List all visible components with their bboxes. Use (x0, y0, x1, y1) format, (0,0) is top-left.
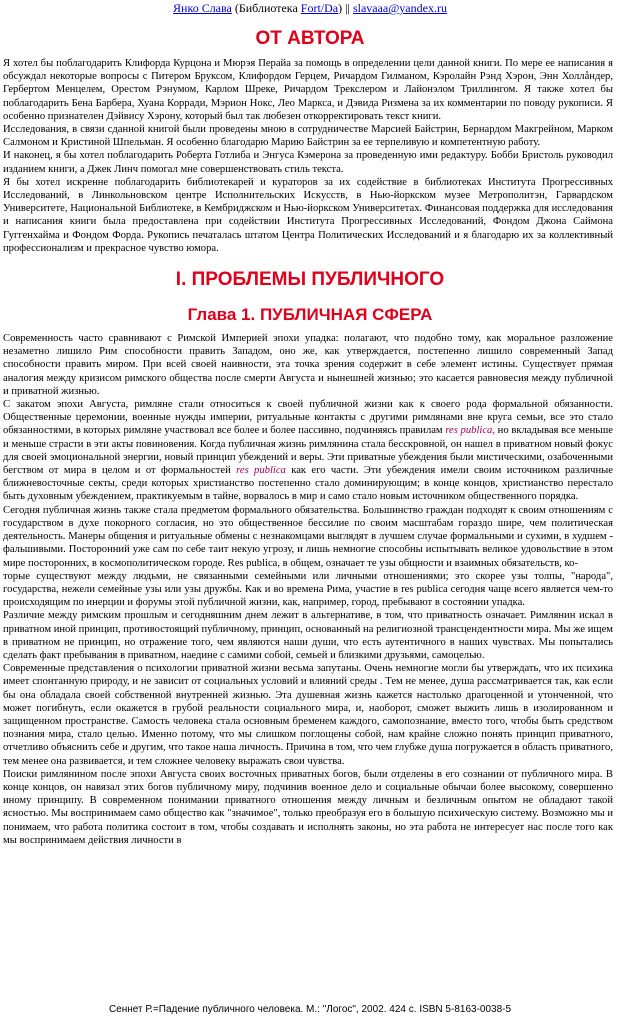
page-footer-citation: Сеннет Р.=Падение публичного человека. М.: "Логос", 2002. 424 с. ISBN 5-8163-0038-5 (108, 1004, 512, 1015)
chapter-paragraph: Современность часто сравнивают с Римской Империей эпохи упадка: полагают, что подобно тому, как моральное разложение незаметно лишило Рим способности править Западом, оно же, как утверждается, постепенно лишило современный Запад способности править миром. При всей своей наивности, эта точка зрения содержит в себе элемент истины. Существует прямая аналогия между кризисом римского общества после смерти Августа и нынешней жизнью; это касается равновесия между публичной и приватной жизнью. (3, 333, 613, 397)
author-paragraph: Я бы хотел искренне поблагодарить библиотекарей и кураторов за их содействие в библиотеках Института Прогрессивных Исследований, в Линкольновском центре Исполнительских Искусств, в Нью-йоркском музее Метрополитэн, Гарвардском Университете, Национальной Библиотеке, в Кембриджском и Нью-йоркском Университетах. Финансовая поддержка для исследования и написания книги была предоставлена при содействии Института Прогрессивных Исследований, Фондом Джона Саймона Гуггенхайма и Фондом Форда. Рукопись печаталась штатом Центра Политических Исследований и я благодарю их за коллективный профессионализм и прекрасное чувство юмора. (3, 176, 613, 254)
site-header (0, 0, 620, 15)
author-paragraph: Исследования, в связи сданной книгой были проведены мною в сотрудничестве Марсией Байстрин, Бернардом Макгрейном, Марком Салмоном и Кристиной Шпельман. Я особенно благодарю Марию Байстрин за ее терпеливую и компетентную работу. (3, 124, 613, 149)
author-section-title: ОТ АВТОРА (255, 28, 365, 49)
author-paragraph: И наконец, я бы хотел поблагодарить Роберта Готлиба и Энгуса Кэмерона за проведенную ими редактуру. Бобби Бристоль руководил изданием книги, а Джек Линч помогал мне совершенствовать стиль текста. (3, 150, 613, 175)
chapter-paragraph: торые существуют между людьми, не связанными семейными или личными отношениями; это скорее узы толпы, "народа", государства, нежели семейные узы или узы дружбы. Как и во времена Рима, участие в res publica сегодня чаще всего является чем-то происходящим по инерции и форумы этой публичной жизни, как, например, город, пребывают в состоянии упадка. (3, 570, 613, 609)
library-suffix: ) || (338, 1, 353, 15)
author-link[interactable]: Янко Слава (173, 1, 232, 15)
chapter-paragraph (3, 398, 613, 504)
chapter-body (0, 332, 620, 847)
email-link[interactable]: slavaaa@yandex.ru (352, 1, 447, 15)
library-link[interactable]: Fort/Da (300, 1, 339, 15)
text-run: С закатом эпохи Августа, римляне стали относиться к своей публичной жизни как к своего рода формальной обязанности. Общественные церемонии, военные нужды империи, ритуальные контакты с другими римлянами вне круга семьи, все это стало обязанностями, в которых римляне участвовал все более и более пассивно, подчиняясь правилам (3, 399, 613, 437)
author-section-body (0, 57, 620, 255)
latin-term: res publica (236, 465, 286, 477)
chapter-paragraph: Сегодня публичная жизнь также стала предметом формального обязательства. Большинство граждан подходят к своим отношениям с государством в духе покорного согласия, но это общественное бессилие по своим масштабам гораздо шире, чем политическая деятельность. Манеры общения и ритуальные обмены с незнакомцами выглядят в лучшем случае формальными и сухими, в худшем - фальшивыми. Посторонний уже сам по себе таит некую угрозу, и лишь немногие способны испытывать великое удовольствие в этом мире посторонних, в космополитическом городе. Res publica, в общем, означает те узы общности и взаимных обязательств, ко- (3, 504, 613, 569)
chapter-paragraph: Различие между римским прошлым и сегодняшним днем лежит в альтернативе, в том, что приватность означает. Римлянин искал в приватном иной принцип, противостоящий публичному, принцип, основанный на религиозной трансцендентности мира. Мы же ищем в приватном не принцип, но отражение того, чем являются наши души, что есть аутентичного в наших чувствах. Мы попытались сделать факт пребывания в приватном, наедине с самими собой, семьей и близкими друзьями, самоцелью. (3, 610, 613, 661)
text-run: как его части. Эти убеждения имели своим источником различные ближневосточные секты, среди которых христианство постепенно стало доминирующим; в конце концов, христианство перестало быть духовным убеждением, практикуемым в тайне, ворвалось в мир и само стало новым источником общественного порядка. (3, 465, 613, 503)
chapter-paragraph: Современные представления о психологии приватной жизни весьма запутаны. Очень немногие могли бы утверждать, что их психика имеет спонтанную природу, и не зависит от социальных условий и влияний среды . Тем не менее, душа рассматривается так, как если бы она обладала своей собственной внутренней жизнью. Эта душевная жизнь кажется настолько драгоценной и утонченной, что может погибнуть, если окажется в грубой реальности социального мира, и, наоборот, сможет выжить лишь в изолированном и защищенном пространстве. Самость человека стала основным бременем каждого, самопознание, вместо того, чтобы быть средством познания мира, стало целью. Именно потому, что мы слишком поглощены собой, нам крайне сложно понять принцип приватного, отчетливо объяснить себе и другим, что такое наша личность. Причина в том, что чем глубже душа погружается в область приватного, тем менее она развивается, и тем сложнее человеку выражать свои чувства. (3, 663, 613, 767)
chapter-paragraph: Поиски римлянином после эпохи Августа своих восточных приватных богов, были отделены в его сознании от публичного мира. В конце концов, он навязал этих богов публичному миру, подчинив военное дело и социальные обычаи более высокому, совершенно иному принципу. В современном понимании приватного отношения между личным и безличным опытом не обладают такой ясностью. Мы воспринимаем само общество как "значимое", только преобразуя его в большую психическую систему. Возможно мы и понимаем, что работа политика состоит в том, чтобы создавать и исполнять законы, но эта работа не интересует нас после того как мы воспринимаем действия личности в (3, 768, 613, 846)
text-run: но вкладывая все меньше и меньше страсти в эти акты повиновения. Когда публичная жизнь римлянина стала бесскровной, он нашел в приватном новый фокус для своей эмоциональной энергии, новый принцип убеждений и веры. Эти приватные убеждения были мистическими, озабоченными бегством от мира в целом и от формальностей (3, 425, 614, 477)
chapter-title: Глава 1. ПУБЛИЧНАЯ СФЕРА (187, 305, 433, 325)
part-title: I. ПРОБЛЕМЫ ПУБЛИЧНОГО (175, 269, 445, 291)
latin-term: res publica, (445, 425, 495, 437)
library-prefix: (Библиотека (231, 1, 301, 15)
author-paragraph: Я хотел бы поблагодарить Клифорда Курцона и Мюрэя Перайа за помощь в определении цели данной книги. По мере ее написания я обсуждал некоторые вопросы с Питером Бруксом, Клифордом Герцем, Ричардом Гилманом, Кэролайн Рэнд Хэрон, Энн Холлåндер, Гербертом Менцелем, Орестом Рэнумом, Карлом Шреке, Ричардом Трекслером и Лайонэлом Триллингом. Я также хотел бы поблагодарить Бена Барбера, Хуана Корради, Мэрион Нокс, Лео Маркса, и Дэвида Ризмена за их комментарии по поводу рукописи. Я особенно признателен Дэйвису Хэрону, который был так любезен откорректировать текст книги. (3, 58, 613, 122)
